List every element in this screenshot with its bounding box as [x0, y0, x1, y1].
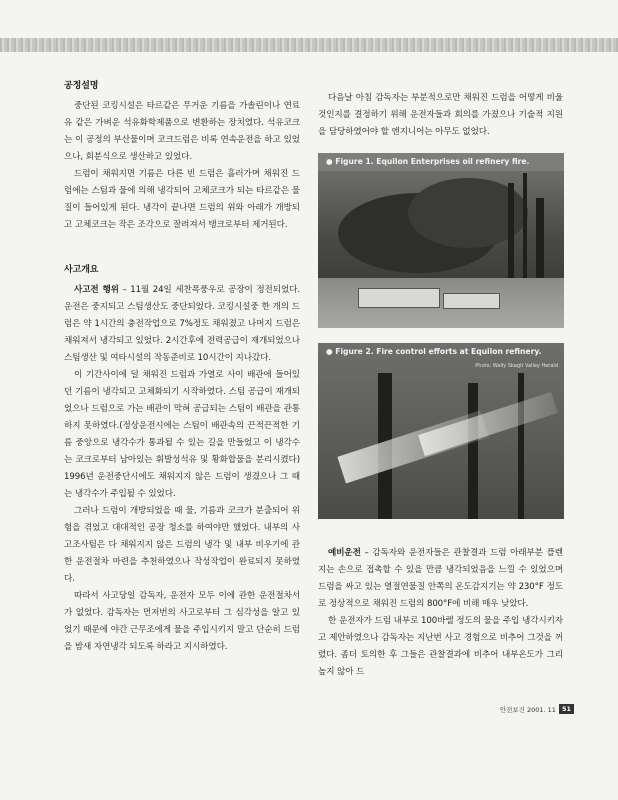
truck — [443, 293, 500, 309]
section-heading-accident: 사고개요 — [64, 265, 99, 275]
figure-1-caption: ● Figure 1. Equilon Enterprises oil refinery fire. — [326, 157, 530, 166]
refinery-tower — [508, 183, 514, 293]
figure-2 — [318, 343, 564, 519]
lead-term: 사고전 행위 — [74, 285, 119, 295]
paragraph — [64, 282, 300, 367]
refinery-structure — [468, 383, 478, 519]
paragraph-text: – 감독자와 운전자들은 관찰결과 드럼 아래부분 플렌지는 손으로 접촉할 수 있을 만큼 냉각되었음을 느낄 수 있었으며 드럼을 싸고 있는 열절연물질 안쪽의 온도감지기는 약 230°F 정도로 정상적으로 채워진 드럼의 800°F에 비해 매우 낮았다. — [318, 548, 563, 609]
paragraph — [318, 545, 563, 613]
section-heading-process: 공정설명 — [64, 81, 99, 91]
paragraph: 그러나 드럼이 개방되었을 때 물, 기름과 코크가 분출되어 위험을 겪었고 대대적인 공장 청소를 하여야만 했었다. 내부의 사고조사팀은 다 채워지지 않은 드럼의 냉각 및 내부 비우기에 관한 운전절차 마련을 추천하였으나 작성작업이 완료되지 못하였다. — [64, 506, 300, 584]
ground — [318, 278, 564, 328]
paragraph: 다음날 아침 감독자는 부분적으로만 채워진 드럼을 어떻게 비울 것인지를 결정하기 위해 운전자들과 회의를 가졌으나 기술적 지원을 담당하였어야 할 엔지니어는 아무도 없었다. — [318, 93, 563, 137]
right-column-top — [318, 90, 563, 141]
header-band — [0, 38, 618, 52]
paragraph: 이 기간사이에 덜 채워진 드럼과 가열로 사이 배관에 들어있던 기름이 냉각되고 고체화되기 시작하였다. 스팀 공급이 재개되었으나 드럼으로 가는 배관이 막혀 공급되는 스팀이 배관을 관통하지 못하였다.(정상운전시에는 스팀이 배관속의 끈적끈적한 기름 중앙으로 냉각수가 통과될 수 있는 길을 만들었고 이 냉각수는 코크로부터 남아있는 휘발성석유 및 황화합물을 분리시켰다) 1996년 운전중단시에도 채워지지 않은 드럼이 생겼으나 그 때는 냉각수가 주입될 수 있었다. — [64, 370, 300, 499]
paragraph: 드럼이 채워지면 기름은 다른 빈 드럼은 흘러가며 채워진 드럼에는 스팀과 물에 의해 냉각되어 고체코크가 되는 타르같은 물질이 들어있게 된다. 냉각이 끝나면 드럼의 위와 아래가 개방되고 고체코크는 작은 조각으로 잘려져서 탱크로부터 제거된다. — [64, 169, 300, 230]
paragraph: 중단된 코킹시설은 타르같은 무거운 기름을 가솔린이나 연료유 같은 가벼운 석유화학제품으로 변환하는 장치였다. 석유코크는 이 공정의 부산물이며 코크드럼은 비록 연속운전을 하고 있었으나, 회분식으로 생산하고 있었다. — [64, 101, 300, 162]
refinery-tower — [523, 173, 527, 293]
figure-2-caption: ● Figure 2. Fire control efforts at Equilon refinery. — [326, 347, 542, 356]
paragraph: 한 운전자가 드럼 내부로 100바렐 정도의 물을 주입 냉각시키자고 제안하였으나 감독자는 지난번 사고 경험으로 비추어 그것을 꺼렸다. 좀더 토의한 후 그들은 관찰결과에 비추어 내부온도가 그리 높지 않아 드 — [318, 616, 563, 677]
left-column — [64, 78, 300, 656]
page-footer — [500, 704, 574, 714]
photo-credit: Photo: Wally Skagit Valley Herald — [475, 363, 558, 369]
truck — [358, 288, 440, 308]
paragraph-text: – 11월 24일 세찬폭풍우로 공장이 정전되었다. 운전은 중지되고 스팀생산도 중단되었다. 코킹시설중 한 개의 드럼은 약 1시간의 충전작업으로 7%정도 채워졌고 나머지 드럼은 채워져서 냉각되고 있었다. 2시간후에 전력공급이 재개되었으나 스팀생산 및 여타시설의 작동준비로 10시간이 지나갔다. — [64, 285, 300, 363]
paragraph: 따라서 사고당일 감독자, 운전자 모두 이에 관한 운전절차서가 없었다. 감독자는 먼저번의 사고로부터 그 심각성을 알고 있었기 때문에 야간 근무조에게 물을 주입시키지 말고 단순히 드럼을 밤새 자연냉각 되도록 하라고 지시하였다. — [64, 591, 300, 652]
right-column-bottom — [318, 545, 563, 681]
figure-1 — [318, 153, 564, 328]
magazine-issue: 안전보건 2001. 11 — [499, 705, 556, 714]
page-number: 51 — [559, 704, 574, 714]
refinery-structure — [518, 373, 524, 519]
lead-term: 예비운전 — [328, 548, 361, 558]
